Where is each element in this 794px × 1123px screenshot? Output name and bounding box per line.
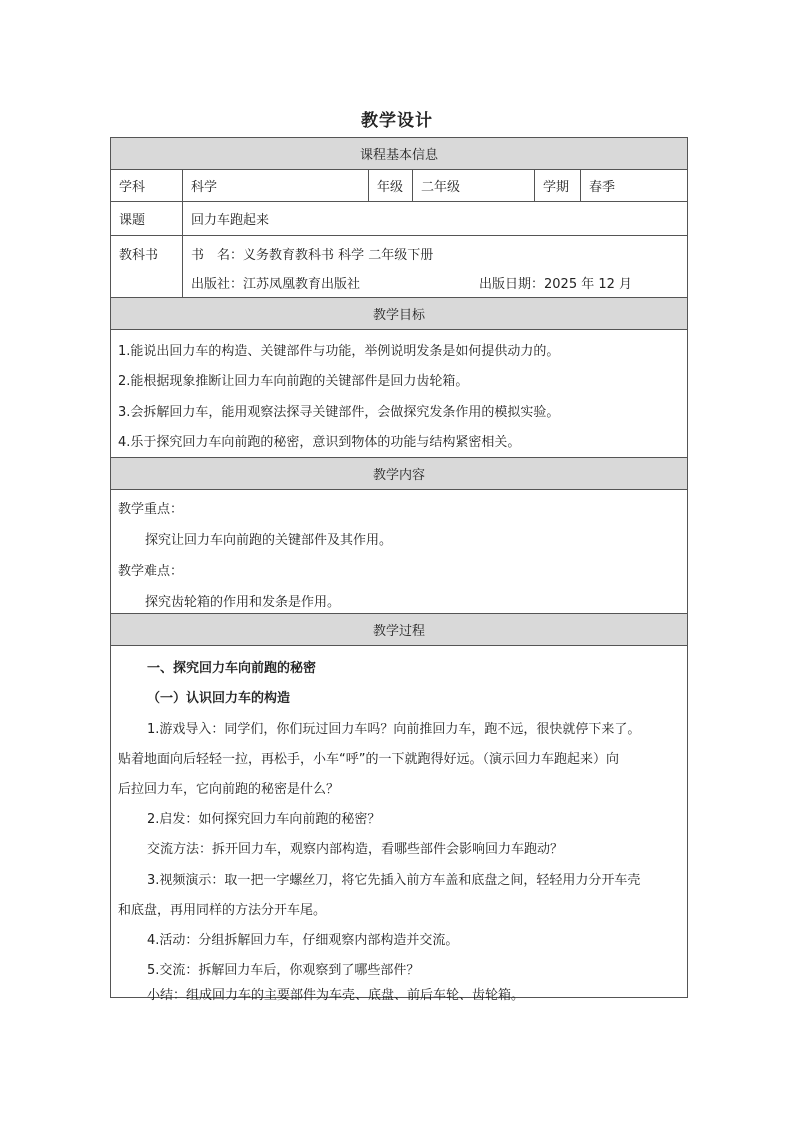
textbook-label: 教科书 <box>111 236 183 297</box>
term-value: 春季 <box>589 180 616 195</box>
book-name-line: 书 名：义务教育教科书 科学 二年级下册 <box>191 248 434 263</box>
term-label: 学期 <box>535 170 581 201</box>
difficulty-text: 探究齿轮箱的作用和发条是作用。 <box>145 595 341 610</box>
subject-value: 科学 <box>183 170 369 201</box>
section-header-basic-info: 课程基本信息 <box>111 138 687 170</box>
section-header-content: 教学内容 <box>111 458 687 490</box>
publish-date-line: 出版日期：2025 年 12 月 <box>479 277 633 292</box>
process-paragraph: 贴着地面向后轻轻一拉，再松手，小车“呼”的一下就跑得好远。（演示回力车跑起来）向 <box>118 752 619 767</box>
lesson-plan-table <box>110 137 688 1003</box>
process-body <box>111 646 687 1003</box>
process-paragraph: 1.游戏导入：同学们，你们玩过回力车吗？向前推回力车，跑不远，很快就停下来了。 <box>147 722 641 737</box>
process-paragraph: 3.视频演示：取一把一字螺丝刀，将它先插入前方车盖和底盘之间，轻轻用力分开车壳 <box>147 873 641 888</box>
process-paragraph: 交流方法：拆开回力车，观察内部构造，看哪些部件会影响回力车跑动？ <box>147 842 564 857</box>
topic-label: 课题 <box>111 202 183 235</box>
grade-value: 二年级 <box>413 170 535 201</box>
textbook-row <box>111 236 687 298</box>
content-body <box>111 490 687 614</box>
document-title: 教学设计 <box>361 111 433 131</box>
subject-row <box>111 170 687 202</box>
process-paragraph: 和底盘，再用同样的方法分开车尾。 <box>118 903 327 918</box>
process-paragraph: 2.启发：如何探究回力车向前跑的秘密？ <box>147 812 381 827</box>
objectives-list <box>111 330 687 458</box>
process-subsection-heading: （一）认识回力车的构造 <box>147 691 291 706</box>
section-header-objectives: 教学目标 <box>111 298 687 330</box>
process-section-heading: 一、探究回力车向前跑的秘密 <box>147 661 317 676</box>
process-paragraph: 4.活动：分组拆解回力车，仔细观察内部构造并交流。 <box>147 933 459 948</box>
textbook-value <box>183 236 687 297</box>
key-point-text: 探究让回力车向前跑的关键部件及其作用。 <box>145 533 393 548</box>
process-summary: 小结：组成回力车的主要部件为车壳、底盘、前后车轮、齿轮箱。 <box>147 988 525 1003</box>
objective-item: 2.能根据现象推断让回力车向前跑的关键部件是回力齿轮箱。 <box>118 374 469 389</box>
section-header-process: 教学过程 <box>111 614 687 646</box>
process-paragraph: 5.交流：拆解回力车后，你观察到了哪些部件？ <box>147 963 420 978</box>
difficulty-label: 教学难点： <box>118 564 184 579</box>
objective-item: 4.乐于探究回力车向前跑的秘密，意识到物体的功能与结构紧密相关。 <box>118 435 521 450</box>
topic-row <box>111 202 687 236</box>
topic-value: 回力车跑起来 <box>191 213 270 228</box>
objective-item: 3.会拆解回力车，能用观察法探寻关键部件，会做探究发条作用的模拟实验。 <box>118 405 560 420</box>
key-point-label: 教学重点： <box>118 502 184 517</box>
process-paragraph: 后拉回力车，它向前跑的秘密是什么？ <box>118 782 340 797</box>
publisher-line: 出版社：江苏凤凰教育出版社 <box>191 277 361 292</box>
grade-label: 年级 <box>369 170 413 201</box>
objective-item: 1.能说出回力车的构造、关键部件与功能，举例说明发条是如何提供动力的。 <box>118 344 560 359</box>
subject-label: 学科 <box>111 170 183 201</box>
